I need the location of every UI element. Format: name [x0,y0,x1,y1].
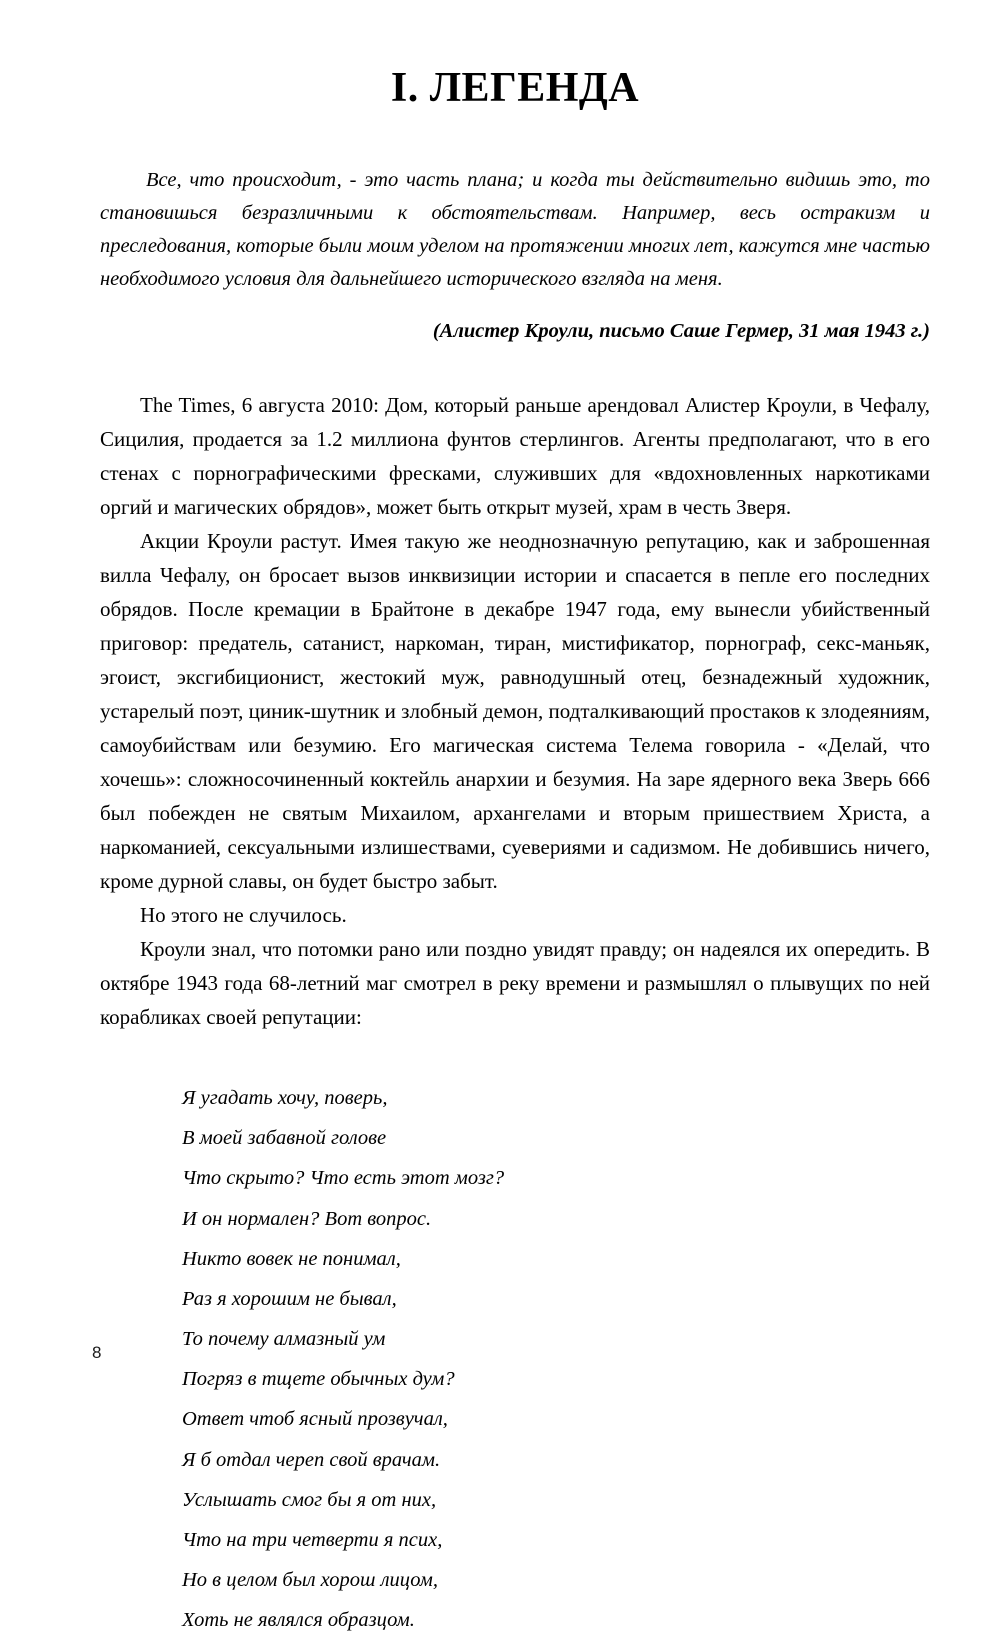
body-paragraph: Акции Кроули растут. Имея такую же неоднозначную репутацию, как и заброшенная вилла Чефалу, он бросает вызов инквизиции истории и спасается в пепле его последних обрядов. После кремации в Брайтоне в декабре 1947 года, ему вынесли убийственный приговор: предатель, сатанист, наркоман, тиран, мистификатор, порнограф, секс-маньяк, эгоист, эксгибиционист, жестокий муж, равнодушный отец, безнадежный художник, устарелый поэт, циник-шутник и злобный демон, подталкивающий простаков к злодеяниям, самоубийствам или безумию. Его магическая система Телема говорила - «Делай, что хочешь»: сложносочиненный коктейль анархии и безумия. На заре ядерного века Зверь 666 был побежден не святым Михаилом, архангелами и вторым пришествием Христа, а наркоманией, сексуальными излишествами, суевериями и садизмом. Не добившись ничего, кроме дурной славы, он будет быстро забыт. [100,528,930,893]
poem-block [182,1078,930,1640]
page-content-column [100,0,930,1640]
body-paragraph: The Times, 6 августа 2010: Дом, который раньше арендовал Алистер Кроули, в Чефалу, Сицилия, продается за 1.2 миллиона фунтов стерлингов. Агенты предполагают, что в его стенах с порнографическими фресками, служивших для «вдохновленных наркотиками оргий и магических обрядов», может быть открыт музей, храм в честь Зверя. [100,392,930,519]
epigraph-attribution: (Алистер Кроули, письмо Саше Гермер, 31 мая 1943 г.) [432,319,930,342]
epigraph [100,164,930,347]
epigraph-text: Все, что происходит, - это часть плана; и когда ты действительно видишь это, то становишься безразличными к обстоятельствам. Например, весь остракизм и преследования, которые были моим уделом на протяжении многих лет, кажутся мне частью необходимого условия для дальнейшего исторического взгляда на меня. [100,169,930,290]
page-title: I. ЛЕГЕНДА [390,65,640,111]
body-paragraph: Кроули знал, что потомки рано или поздно увидят правду; он надеялся их опередить. В октябре 1943 года 68-летний маг смотрел в реку времени и размышлял о плывущих по ней корабликах своей репутации: [100,937,930,1030]
poem-line: То почему алмазный ум [182,1328,386,1351]
poem-line: Что скрыто? Что есть этот мозг? [182,1167,505,1190]
poem-line: Раз я хорошим не бывал, [182,1287,397,1310]
poem-line: Что на три четверти я псих, [182,1528,443,1551]
page-number: 8 [92,1343,102,1362]
poem-line: И он нормален? Вот вопрос. [182,1207,432,1230]
body-paragraph: Но этого не случилось. [140,902,347,927]
poem-line: В моей забавной голове [182,1127,387,1150]
poem-line: Погряз в тщете обычных дум? [182,1368,455,1391]
body-text [100,388,930,1034]
poem-line: Ответ чтоб ясный прозвучал, [182,1408,448,1431]
poem-line: Я угадать хочу, поверь, [182,1087,388,1110]
poem-line: Хоть не являлся образцом. [182,1609,415,1632]
poem-line: Никто вовек не понимал, [182,1247,401,1270]
poem-line: Я б отдал череп свой врачам. [182,1448,441,1471]
poem-line: Услышать смог бы я от них, [182,1488,437,1511]
poem-line: Но в целом был хорош лицом, [182,1569,438,1592]
